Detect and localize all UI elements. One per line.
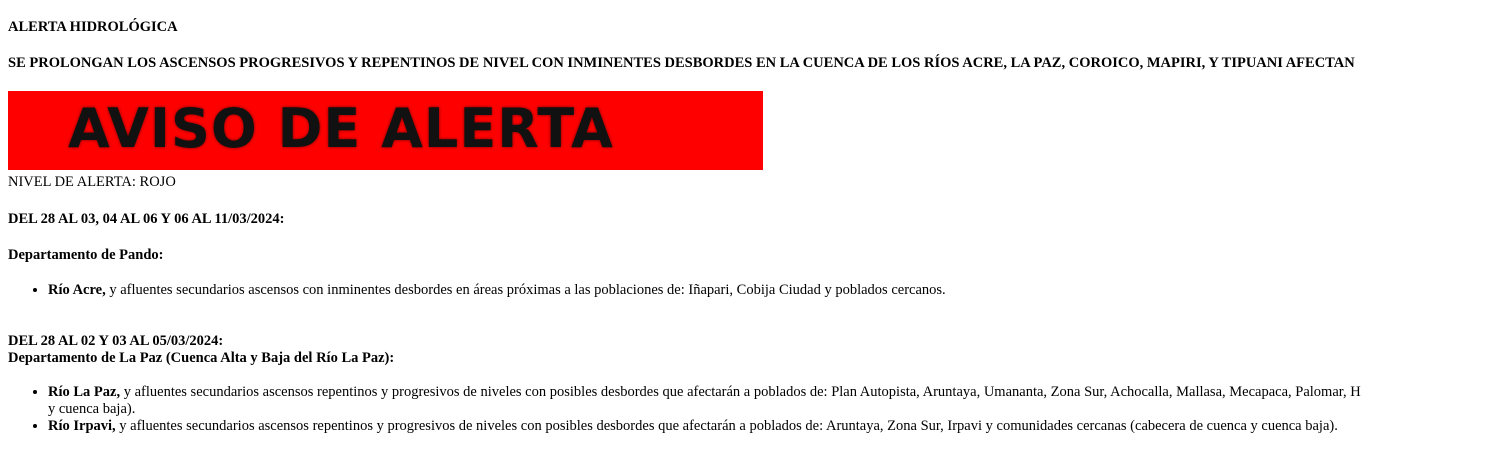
section-period: DEL 28 AL 03, 04 AL 06 Y 06 AL 11/03/2024: <box>8 211 285 227</box>
river-description: y afluentes secundarios ascensos repentinos y progresivos de niveles con posibles desbordes que afectarán a poblados de: Aruntaya, Zona Sur, Irpavi y comunidades cercanas (cabecera de cuenca y cuenca baja). <box>115 418 1338 434</box>
river-description: y afluentes secundarios ascensos repentinos y progresivos de niveles con posibles desbordes que afectarán a poblados de: Plan Autopista, Aruntaya, Umananta, Zona Sur, Achocalla, Mallasa, Mecapaca, Palomar, H <box>120 384 1361 400</box>
river-description-continued: y cuenca baja). <box>48 401 136 417</box>
river-name: Río La Paz, <box>48 384 121 400</box>
river-list <box>0 384 1492 435</box>
alert-title: ALERTA HIDROLÓGICA <box>8 19 178 35</box>
section-department: Departamento de La Paz (Cuenca Alta y Baja del Río La Paz): <box>8 350 395 366</box>
alert-level: NIVEL DE ALERTA: ROJO <box>8 174 176 190</box>
river-name: Río Acre, <box>48 282 106 298</box>
river-list <box>0 282 1492 299</box>
list-item <box>48 384 1492 418</box>
section-department: Departamento de Pando: <box>8 247 164 263</box>
section-period: DEL 28 AL 02 Y 03 AL 05/03/2024: <box>8 333 224 349</box>
alert-headline: SE PROLONGAN LOS ASCENSOS PROGRESIVOS Y REPENTINOS DE NIVEL CON INMINENTES DESBORDES EN LA CUENCA DE LOS RÍOS ACRE, LA PAZ, COROICO, MAPIRI, Y TIPUANI AFECTAN <box>8 55 1355 71</box>
river-name: Río Irpavi, <box>48 418 116 434</box>
list-item <box>48 418 1492 435</box>
alert-banner-text: AVISO DE ALERTA <box>68 97 614 160</box>
list-item <box>48 282 1492 299</box>
river-description: y afluentes secundarios ascensos con inminentes desbordes en áreas próximas a las poblaciones de: Iñapari, Cobija Ciudad y poblados cercanos. <box>105 282 946 298</box>
alert-banner-image <box>8 91 763 170</box>
